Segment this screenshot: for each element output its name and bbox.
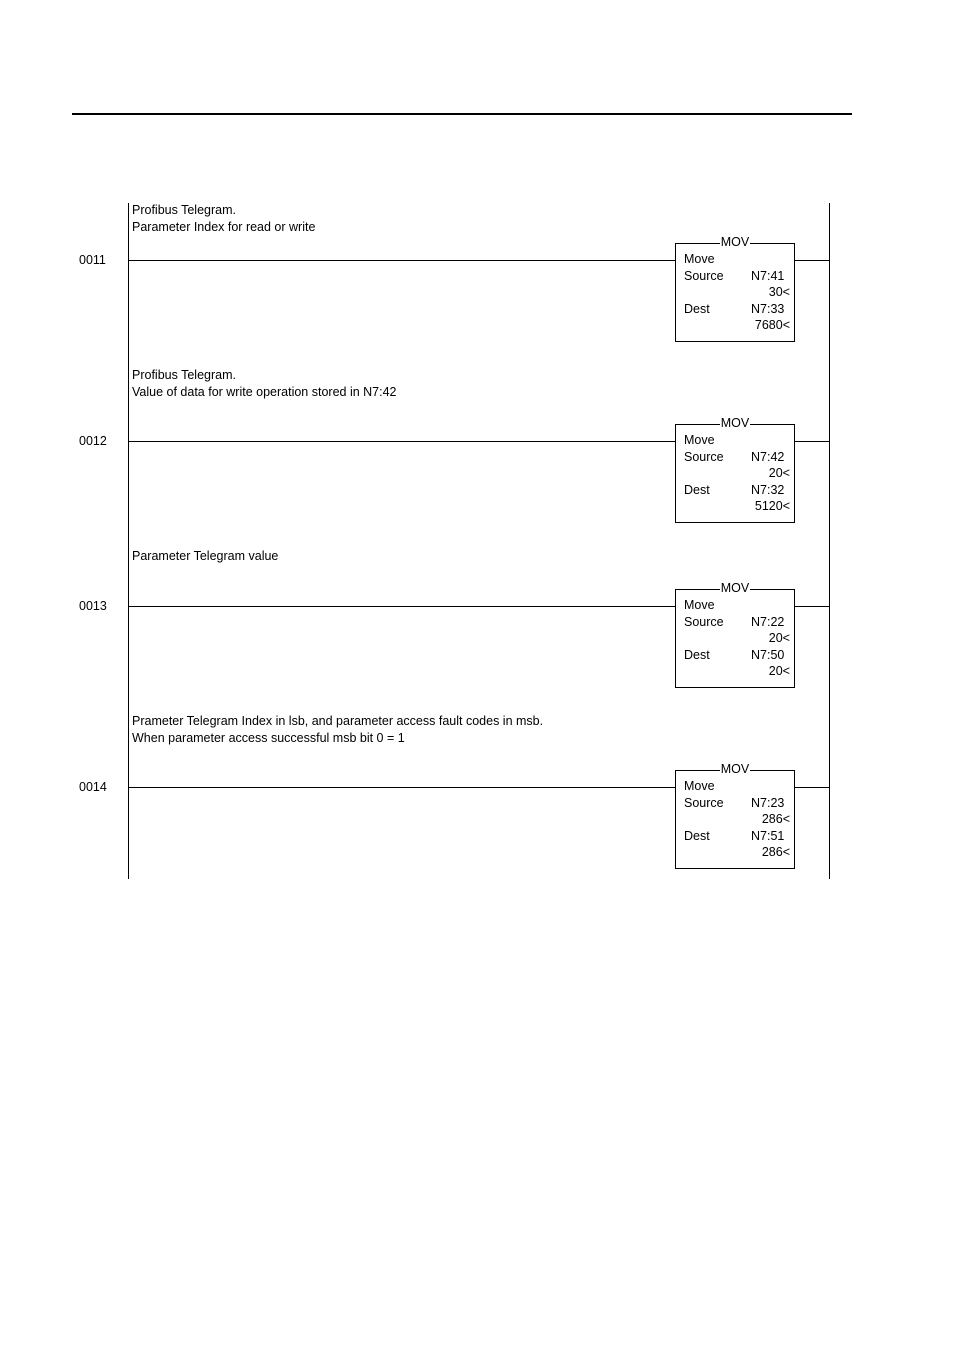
dest-address: N7:32: [751, 482, 785, 497]
mov-title: MOV: [720, 235, 750, 249]
source-address: N7:23: [751, 795, 785, 810]
comment-line: Profibus Telegram.: [132, 368, 236, 382]
rung-number: 0011: [79, 253, 106, 267]
source-address: N7:42: [751, 449, 785, 464]
dest-value: 5120<: [754, 499, 790, 513]
mov-instruction[interactable]: [675, 416, 795, 523]
dest-label: Dest: [684, 301, 710, 316]
source-address: N7:41: [751, 268, 785, 283]
rung-comment: [132, 367, 397, 400]
instruction-name: Move: [684, 779, 715, 793]
rung-comment: [132, 202, 315, 235]
rung-wire-right: [795, 787, 829, 788]
comment-line: Parameter Telegram value: [132, 549, 279, 563]
instruction-name: Move: [684, 252, 715, 266]
mov-instruction[interactable]: [675, 581, 795, 688]
source-label: Source: [684, 268, 724, 283]
dest-value: 20<: [768, 664, 790, 678]
left-power-rail: [128, 203, 129, 879]
rung-wire-right: [795, 260, 829, 261]
rung-number: 0013: [79, 599, 107, 613]
comment-line: Value of data for write operation stored in N7:42: [132, 384, 397, 399]
rung-wire-left: [128, 260, 675, 261]
dest-address: N7:51: [751, 828, 785, 843]
mov-title: MOV: [720, 416, 750, 430]
comment-line: Parameter Index for read or write: [132, 219, 316, 234]
rung-number: 0014: [79, 780, 107, 794]
source-label: Source: [684, 614, 724, 629]
comment-line: Prameter Telegram Index in lsb, and parameter access fault codes in msb.: [132, 714, 544, 728]
instruction-name: Move: [684, 598, 715, 612]
source-value: 20<: [768, 466, 790, 480]
source-label: Source: [684, 795, 724, 810]
source-value: 20<: [768, 631, 790, 645]
rung-wire-left: [128, 787, 675, 788]
dest-label: Dest: [684, 482, 710, 497]
dest-label: Dest: [684, 828, 710, 843]
dest-address: N7:50: [751, 647, 785, 662]
dest-value: 286<: [761, 845, 790, 859]
mov-instruction[interactable]: [675, 762, 795, 869]
dest-label: Dest: [684, 647, 710, 662]
rung-wire-left: [128, 441, 675, 442]
instruction-name: Move: [684, 433, 715, 447]
rung-comment: [132, 713, 543, 746]
dest-address: N7:33: [751, 301, 785, 316]
comment-line: Profibus Telegram.: [132, 203, 236, 217]
source-label: Source: [684, 449, 724, 464]
mov-instruction[interactable]: [675, 235, 795, 342]
source-value: 286<: [761, 812, 790, 826]
right-power-rail: [829, 203, 830, 879]
rung-wire-right: [795, 606, 829, 607]
source-address: N7:22: [751, 614, 785, 629]
rung-comment: [132, 548, 278, 565]
rung-number: 0012: [79, 434, 107, 448]
header-rule: [72, 113, 852, 115]
comment-line: When parameter access successful msb bit 0 = 1: [132, 730, 405, 745]
mov-title: MOV: [720, 762, 750, 776]
rung-wire-left: [128, 606, 675, 607]
source-value: 30<: [768, 285, 790, 299]
mov-title: MOV: [720, 581, 750, 595]
dest-value: 7680<: [754, 318, 790, 332]
rung-wire-right: [795, 441, 829, 442]
